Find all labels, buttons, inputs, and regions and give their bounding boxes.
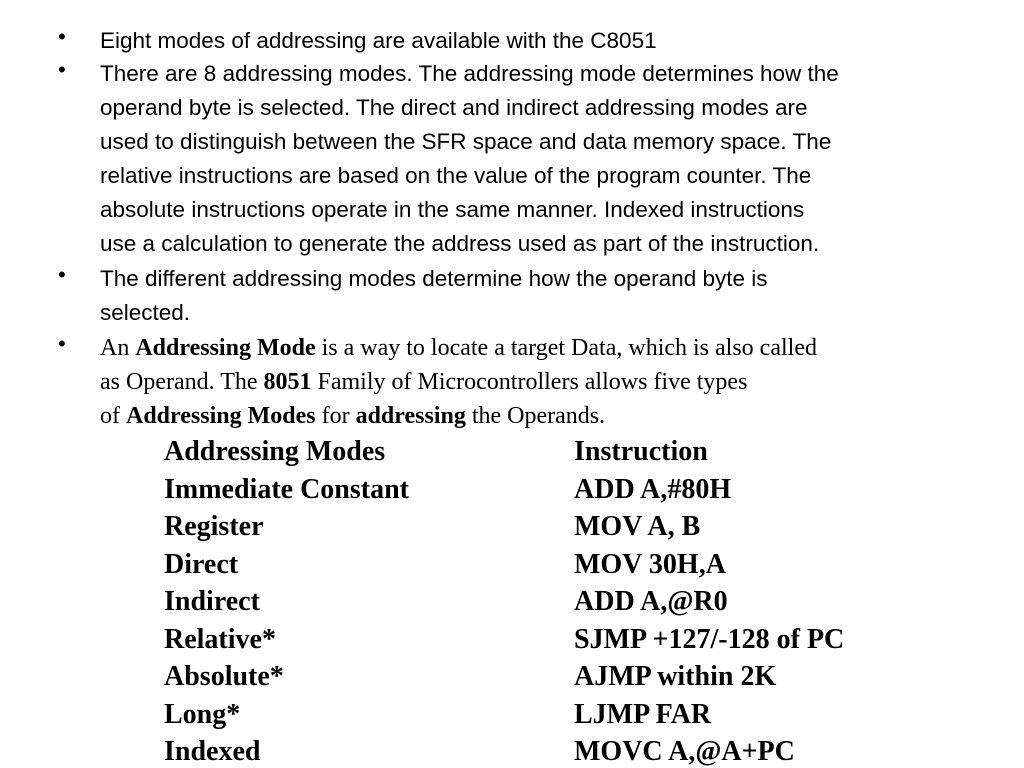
header-instruction: Instruction	[574, 436, 708, 467]
instruction-cell: MOV A, B	[574, 511, 701, 542]
header-addressing-modes: Addressing Modes	[164, 436, 386, 467]
definition-line-1	[100, 331, 1000, 365]
mode-cell: Absolute*	[164, 661, 284, 692]
definition-text	[100, 331, 1000, 433]
text-run: for	[315, 403, 356, 429]
instruction-cell: LJMP FAR	[574, 699, 712, 730]
mode-cell: Indexed	[164, 736, 261, 767]
bullet-dot: •	[58, 57, 66, 82]
bullet-text	[100, 24, 1000, 58]
text-run: is a way to locate a target Data, which is also called	[315, 335, 817, 361]
instruction-cell: SJMP +127/-128 of PC	[574, 624, 845, 655]
bullet-line: There are 8 addressing modes. The addressing mode determines how the	[100, 61, 839, 86]
bold-term: Addressing Modes	[126, 403, 316, 429]
bullet-dot: •	[58, 331, 66, 356]
instruction-cell: ADD A,#80H	[574, 474, 732, 505]
text-run: the Operands.	[465, 403, 606, 429]
instruction-cell: AJMP within 2K	[574, 661, 777, 692]
definition-line-3	[100, 399, 1000, 433]
bullet-line: selected.	[100, 300, 191, 325]
bullet-line: use a calculation to generate the address used as part of the instruction.	[100, 231, 820, 256]
text-run: Family of Microcontrollers allows five types	[311, 369, 748, 395]
mode-cell: Immediate Constant	[164, 474, 409, 505]
bold-term: addressing	[355, 403, 466, 429]
bullet-line: operand byte is selected. The direct and indirect addressing modes are	[100, 95, 808, 120]
bullet-dot: •	[58, 24, 66, 49]
text-run: as Operand. The	[100, 369, 264, 395]
mode-cell: Register	[164, 511, 264, 542]
instruction-cell: ADD A,@R0	[574, 586, 728, 617]
bold-term: 8051	[263, 369, 312, 395]
bullet-text	[100, 57, 1000, 261]
bullet-line: absolute instructions operate in the same manner. Indexed instructions	[100, 197, 805, 222]
bullet-text	[100, 262, 1000, 330]
instruction-cell: MOV 30H,A	[574, 549, 726, 580]
definition-line-2	[100, 365, 1000, 399]
bold-term: Addressing Mode	[135, 335, 316, 361]
mode-cell: Direct	[164, 549, 239, 580]
text-run: of	[100, 403, 126, 429]
bullet-line: relative instructions are based on the value of the program counter. The	[100, 163, 812, 188]
bullet-line: used to distinguish between the SFR space and data memory space. The	[100, 129, 832, 154]
mode-cell: Long*	[164, 699, 241, 730]
bullet-dot: •	[58, 262, 66, 287]
instruction-cell: MOVC A,@A+PC	[574, 736, 795, 767]
bullet-line: The different addressing modes determine how the operand byte is	[100, 266, 768, 291]
text-run: An	[100, 335, 136, 361]
mode-cell: Relative*	[164, 624, 276, 655]
mode-cell: Indirect	[164, 586, 260, 617]
bullet-line: Eight modes of addressing are available with the C8051	[100, 28, 657, 53]
